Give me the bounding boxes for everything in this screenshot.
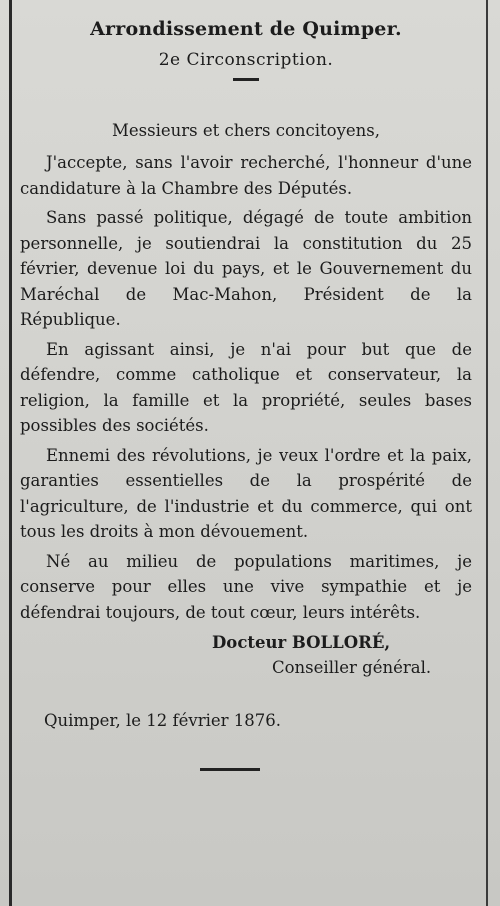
signature-title: Conseiller général. bbox=[272, 658, 432, 677]
heading-divider bbox=[233, 78, 259, 81]
paragraph-1: J'accepte, sans l'avoir recherché, l'honneur d'une candidature à la Chambre des Députés. bbox=[20, 153, 472, 198]
article-column bbox=[20, 16, 472, 771]
article-subheading: 2e Circonscription. bbox=[158, 50, 334, 70]
right-column-rule bbox=[486, 0, 488, 906]
article-heading: Arrondissement de Quimper. bbox=[90, 18, 402, 40]
paragraph-5: Né au milieu de populations maritimes, je conserve pour elles une vive sympathie et je défendrai toujours, de tout cœur, leurs intérêts. bbox=[20, 551, 472, 622]
paragraph-2: Sans passé politique, dégagé de toute ambition personnelle, je soutiendrai la constitution du 25 février, devenue loi du pays, et le Gouvernement du Maréchal de Mac-Mahon, Président de la République. bbox=[20, 208, 472, 329]
paragraph-3: En agissant ainsi, je n'ai pour but que de défendre, comme catholique et conservateur, la religion, la famille et la propriété, seules bases possibles des sociétés. bbox=[20, 339, 472, 435]
left-column-rule bbox=[9, 0, 12, 906]
dateline: Quimper, le 12 février 1876. bbox=[44, 711, 281, 730]
salutation: Messieurs et chers concitoyens, bbox=[111, 121, 381, 140]
signature-name: Docteur BOLLORÉ, bbox=[212, 633, 391, 652]
paragraph-4: Ennemi des révolutions, je veux l'ordre et la paix, garanties essentielles de la prospérité de l'agriculture, de l'industrie et du commerce, qui ont tous les droits à mon dévouement. bbox=[20, 445, 472, 541]
closing-divider bbox=[200, 768, 260, 771]
